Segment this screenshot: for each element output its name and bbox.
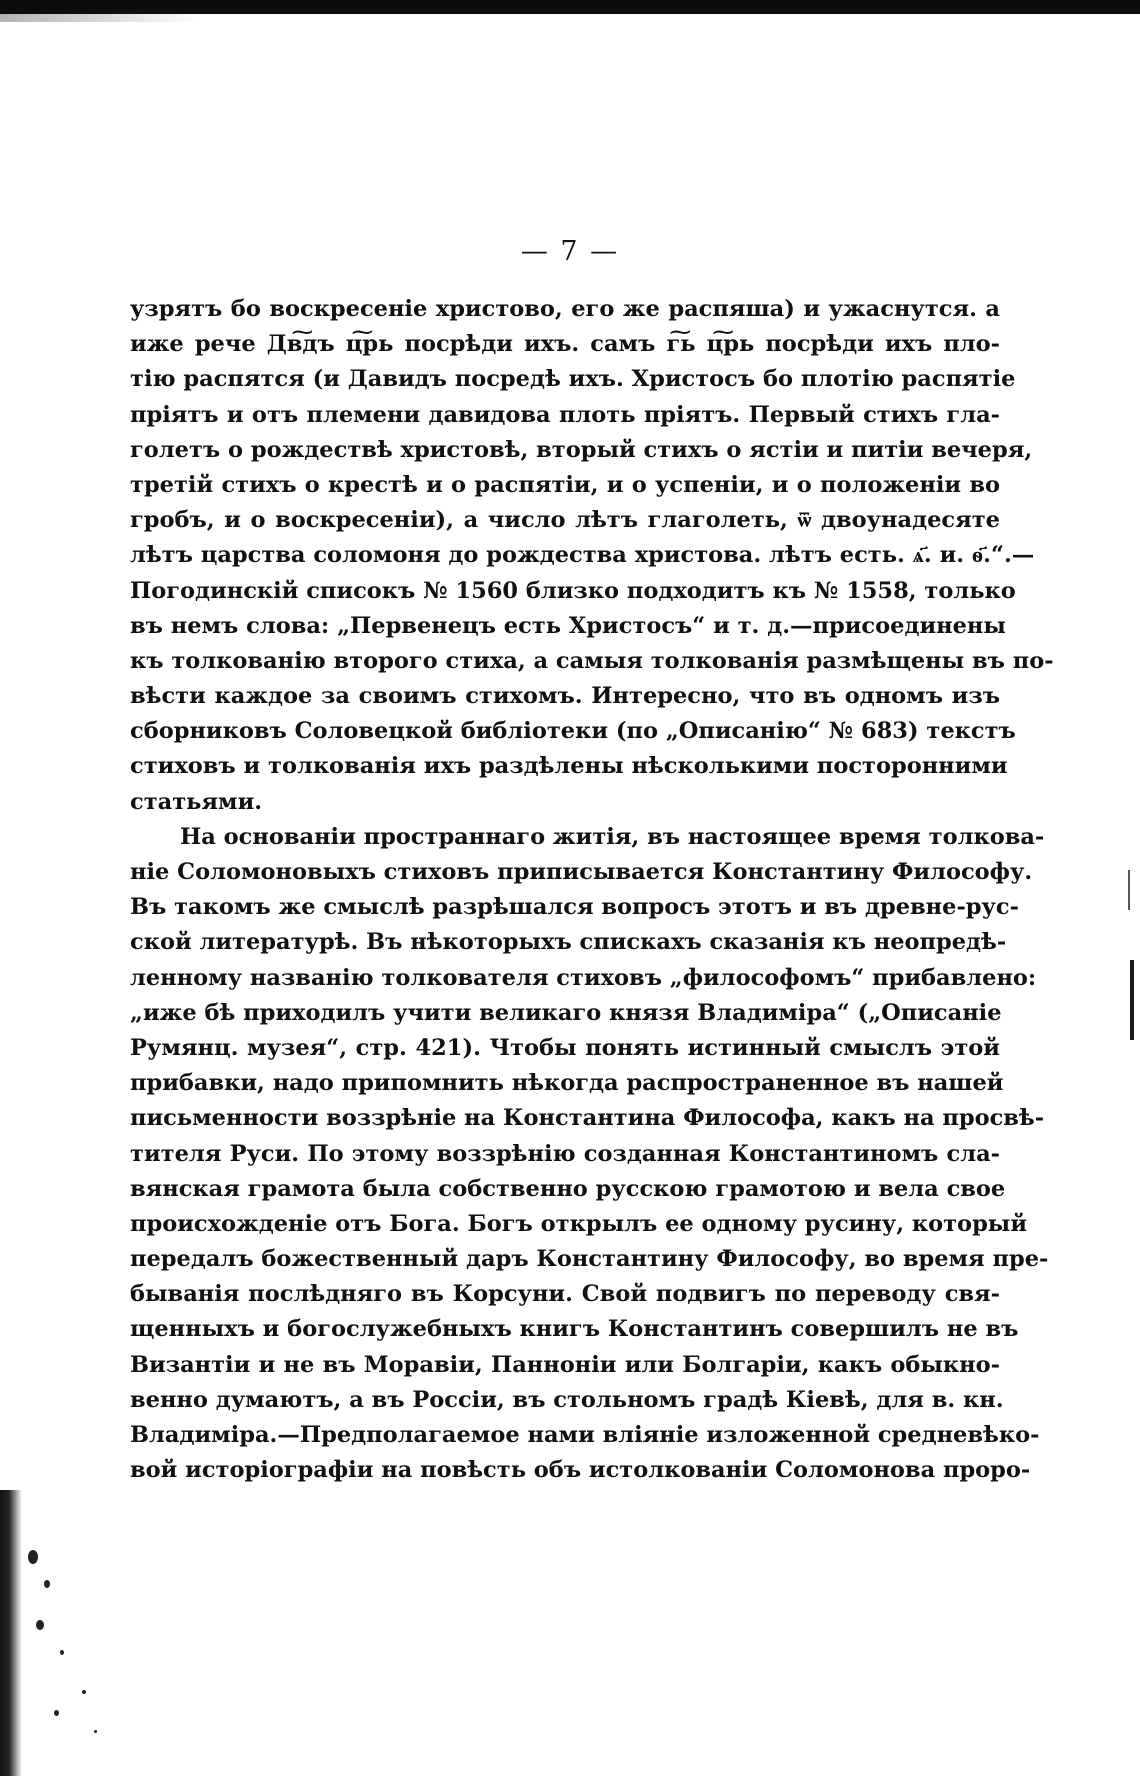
text-line: статьями.	[130, 788, 263, 815]
text-line: На основаніи пространнаго житія, въ настоящее время толкова-	[180, 823, 1045, 850]
scan-right-speck	[1128, 870, 1130, 910]
text-line: сборниковъ Соловецкой библіотеки (по „Описанію“ № 683) текстъ	[130, 718, 1016, 745]
text-line: Владиміра.—Предполагаемое нами вліяніе изложенной средневѣко-	[130, 1422, 1040, 1448]
text-line: третій стихъ о крестѣ и о распятіи, и о успеніи, и о положеніи во	[130, 471, 1000, 498]
text-line: быванія послѣдняго въ Корсуни. Свой подвигъ по переводу свя-	[130, 1281, 1000, 1308]
scan-left-speckle	[24, 1540, 114, 1760]
text-line: происхожденіе отъ Бога. Богъ открылъ ее одному русину, который	[130, 1210, 1028, 1237]
text-line: къ толкованію второго стиха, а самыя толкованія размѣщены въ по-	[130, 647, 1054, 674]
text-line: стиховъ и толкованія ихъ раздѣлены нѣсколькими посторонними	[130, 753, 1008, 780]
text-line: вянская грамота была собственно русскою грамотою и вела свое	[130, 1175, 1006, 1202]
scan-right-edge-mark	[1130, 960, 1134, 1040]
scan-top-edge	[0, 0, 1140, 14]
text-line: ской литературѣ. Въ нѣкоторыхъ спискахъ сказанія къ неопредѣ-	[130, 929, 1007, 956]
scan-left-edge-shadow	[0, 1490, 22, 1776]
page-number: — 7 —	[520, 236, 620, 267]
text-line: иже рече Дв͠дъ ц͠рь посрѣди ихъ. самъ г͠ь ц͠рь посрѣди ихъ пло-	[130, 331, 1000, 358]
text-line: венно думаютъ, а въ Россіи, въ стольномъ градѣ Кіевѣ, для в. кн.	[130, 1386, 1004, 1413]
text-line: письменности воззрѣніе на Константина Философа, какъ на просвѣ-	[130, 1105, 1045, 1132]
text-line: голетъ о рождествѣ христовѣ, вторый стихъ о ястіи и питіи вечеря,	[130, 436, 1033, 463]
text-line: ніе Соломоновыхъ стиховъ приписывается Константину Философу.	[130, 859, 1033, 885]
text-line: узрятъ бо воскресеніе христово, его же распяша) и ужаснутся. а	[130, 296, 1000, 322]
scan-top-shadow	[0, 14, 200, 22]
text-line: Византіи и не въ Моравіи, Панноніи или Болгаріи, какъ обыкно-	[130, 1351, 1000, 1378]
text-line: Погодинскій списокъ № 1560 близко подходитъ къ № 1558, только	[130, 577, 1016, 604]
text-line: Румянц. музея“, стр. 421). Чтобы понять истинный смыслъ этой	[130, 1034, 1000, 1061]
text-line: гробъ, и о воскресеніи), а число лѣтъ глаголеть, ѿ двоунадесяте	[130, 507, 1000, 534]
text-line: щенныхъ и богослужебныхъ книгъ Константинъ совершилъ не въ	[130, 1316, 1019, 1343]
text-line: тителя Руси. По этому воззрѣнію созданная Константиномъ сла-	[130, 1140, 1000, 1167]
text-line: пріятъ и отъ племени давидова плоть пріятъ. Первый стихъ гла-	[130, 401, 1000, 428]
text-line: лѣтъ царства соломоня до рождества христова. лѣтъ есть. ѧ҃. и. ѳ҃.“.—	[130, 542, 1035, 569]
text-line: „иже бѣ приходилъ учити великаго князя Владиміра“ („Описаніе	[130, 999, 1002, 1026]
text-line: вой исторіографіи на повѣсть объ истолкованіи Соломонова проро-	[130, 1457, 1031, 1484]
text-line: вѣсти каждое за своимъ стихомъ. Интересно, что въ одномъ изъ	[130, 683, 1000, 710]
text-line: ленному названію толкователя стиховъ „философомъ“ прибавлено:	[130, 964, 1037, 991]
text-line: передалъ божественный даръ Константину Философу, во время пре-	[130, 1246, 1049, 1273]
paragraph-1	[130, 292, 1054, 820]
text-line: тію распятся (и Давидъ посредѣ ихъ. Христосъ бо плотію распятіе	[130, 366, 1016, 393]
body-text	[130, 292, 1054, 1488]
text-line: прибавки, надо припомнить нѣкогда распространенное въ нашей	[130, 1070, 1004, 1097]
text-line: въ немъ слова: „Первенецъ есть Христосъ“ и т. д.—присоединены	[130, 612, 1006, 639]
text-line: Въ такомъ же смыслѣ разрѣшался вопросъ этотъ и въ древне-рус-	[130, 894, 1019, 921]
paragraph-2	[130, 820, 1049, 1489]
